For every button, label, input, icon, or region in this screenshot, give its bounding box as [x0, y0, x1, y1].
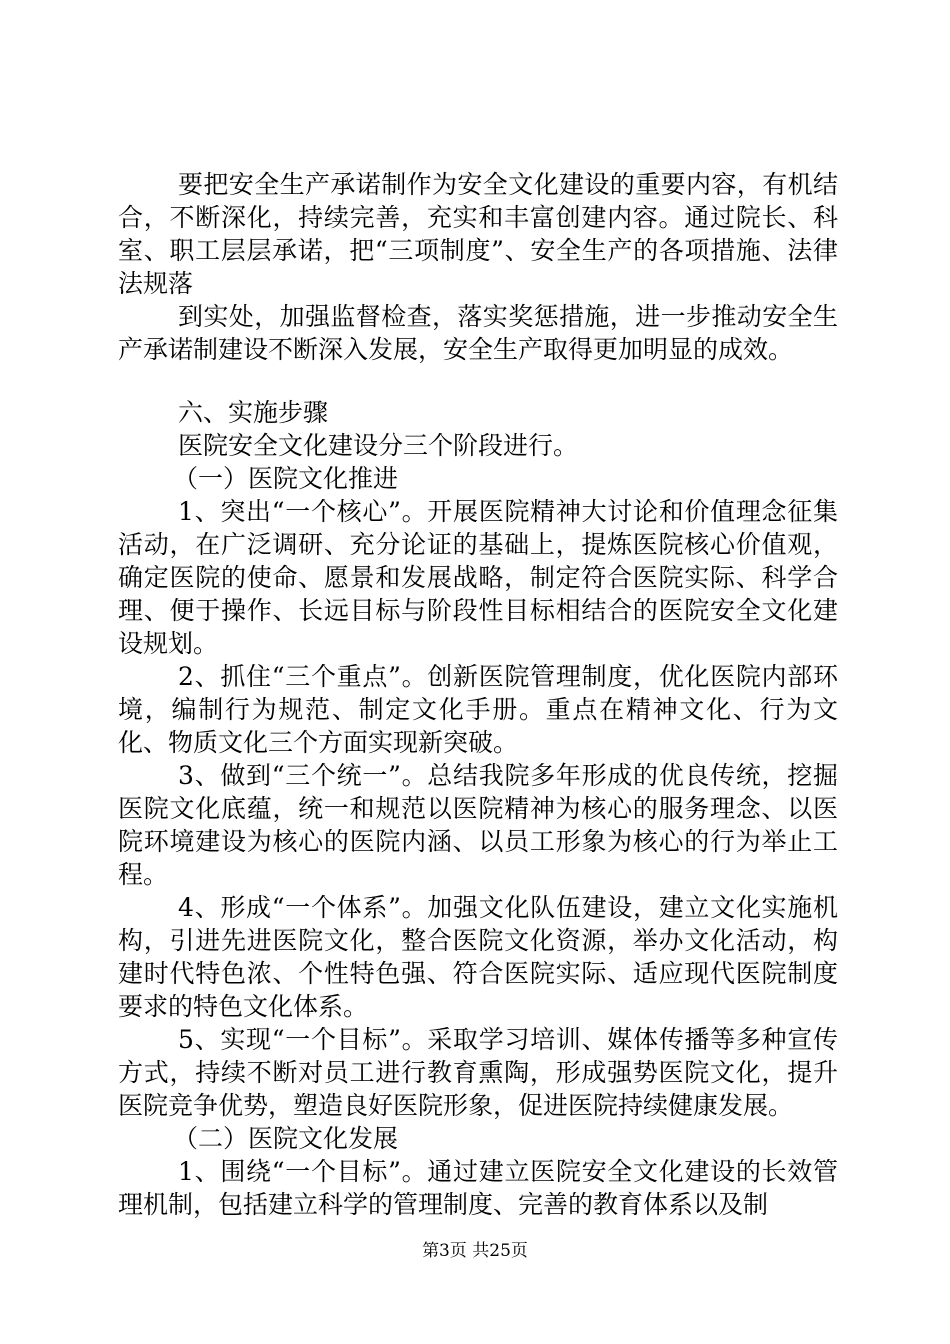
paragraph-item-5-one-goal: 5、实现“一个目标”。采取学习培训、媒体传播等多种宣传方式，持续不断对员工进行教育熏陶，形成强势医院文化，提升医院竞争优势，塑造良好医院形象，促进医院持续健康发展。: [118, 1025, 838, 1120]
section-heading-implementation-steps: 六、实施步骤: [178, 398, 329, 427]
document-body: [118, 168, 838, 1221]
paragraph-item-1-one-core: 1、突出“一个核心”。开展医院精神大讨论和价值理念征集活动，在广泛调研、充分论证的基础上，提炼医院核心价值观，确定医院的使命、愿景和发展战略，制定符合医院实际、科学合理、便于操作、长远目标与阶段性目标相结合的医院安全文化建设规划。: [118, 497, 838, 658]
subheading-culture-promotion: （一）医院文化推进: [173, 464, 399, 493]
paragraph-safety-commitment: 要把安全生产承诺制作为安全文化建设的重要内容，有机结合，不断深化，持续完善，充实和丰富创建内容。通过院长、科室、职工层层承诺，把“三项制度”、安全生产的各项措施、法律法规落: [118, 170, 838, 298]
paragraph-development-item-1: 1、围绕“一个目标”。通过建立医院安全文化建设的长效管理机制，包括建立科学的管理制度、完善的教育体系以及制: [118, 1157, 838, 1219]
subheading-culture-development: （二）医院文化发展: [173, 1124, 399, 1153]
paragraph-three-stages: 医院安全文化建设分三个阶段进行。: [178, 431, 579, 460]
page-number-footer: 第3页 共25页: [422, 1241, 528, 1261]
paragraph-item-2-three-focuses: 2、抓住“三个重点”。创新医院管理制度，优化医院内部环境，编制行为规范、制定文化手册。重点在精神文化、行为文化、物质文化三个方面实现新突破。: [118, 662, 838, 757]
paragraph-item-4-one-system: 4、形成“一个体系”。加强文化队伍建设，建立文化实施机构，引进先进医院文化，整合医院文化资源，举办文化活动，构建时代特色浓、个性特色强、符合医院实际、适应现代医院制度要求的特色文化体系。: [118, 893, 838, 1021]
paragraph-safety-commitment-continued: 到实处，加强监督检查，落实奖惩措施，进一步推动安全生产承诺制建设不断深入发展，安全生产取得更加明显的成效。: [118, 302, 838, 364]
paragraph-item-3-three-unifications: 3、做到“三个统一”。总结我院多年形成的优良传统，挖掘医院文化底蕴，统一和规范以医院精神为核心的服务理念、以医院环境建设为核心的医院内涵、以员工形象为核心的行为举止工程。: [118, 761, 838, 889]
